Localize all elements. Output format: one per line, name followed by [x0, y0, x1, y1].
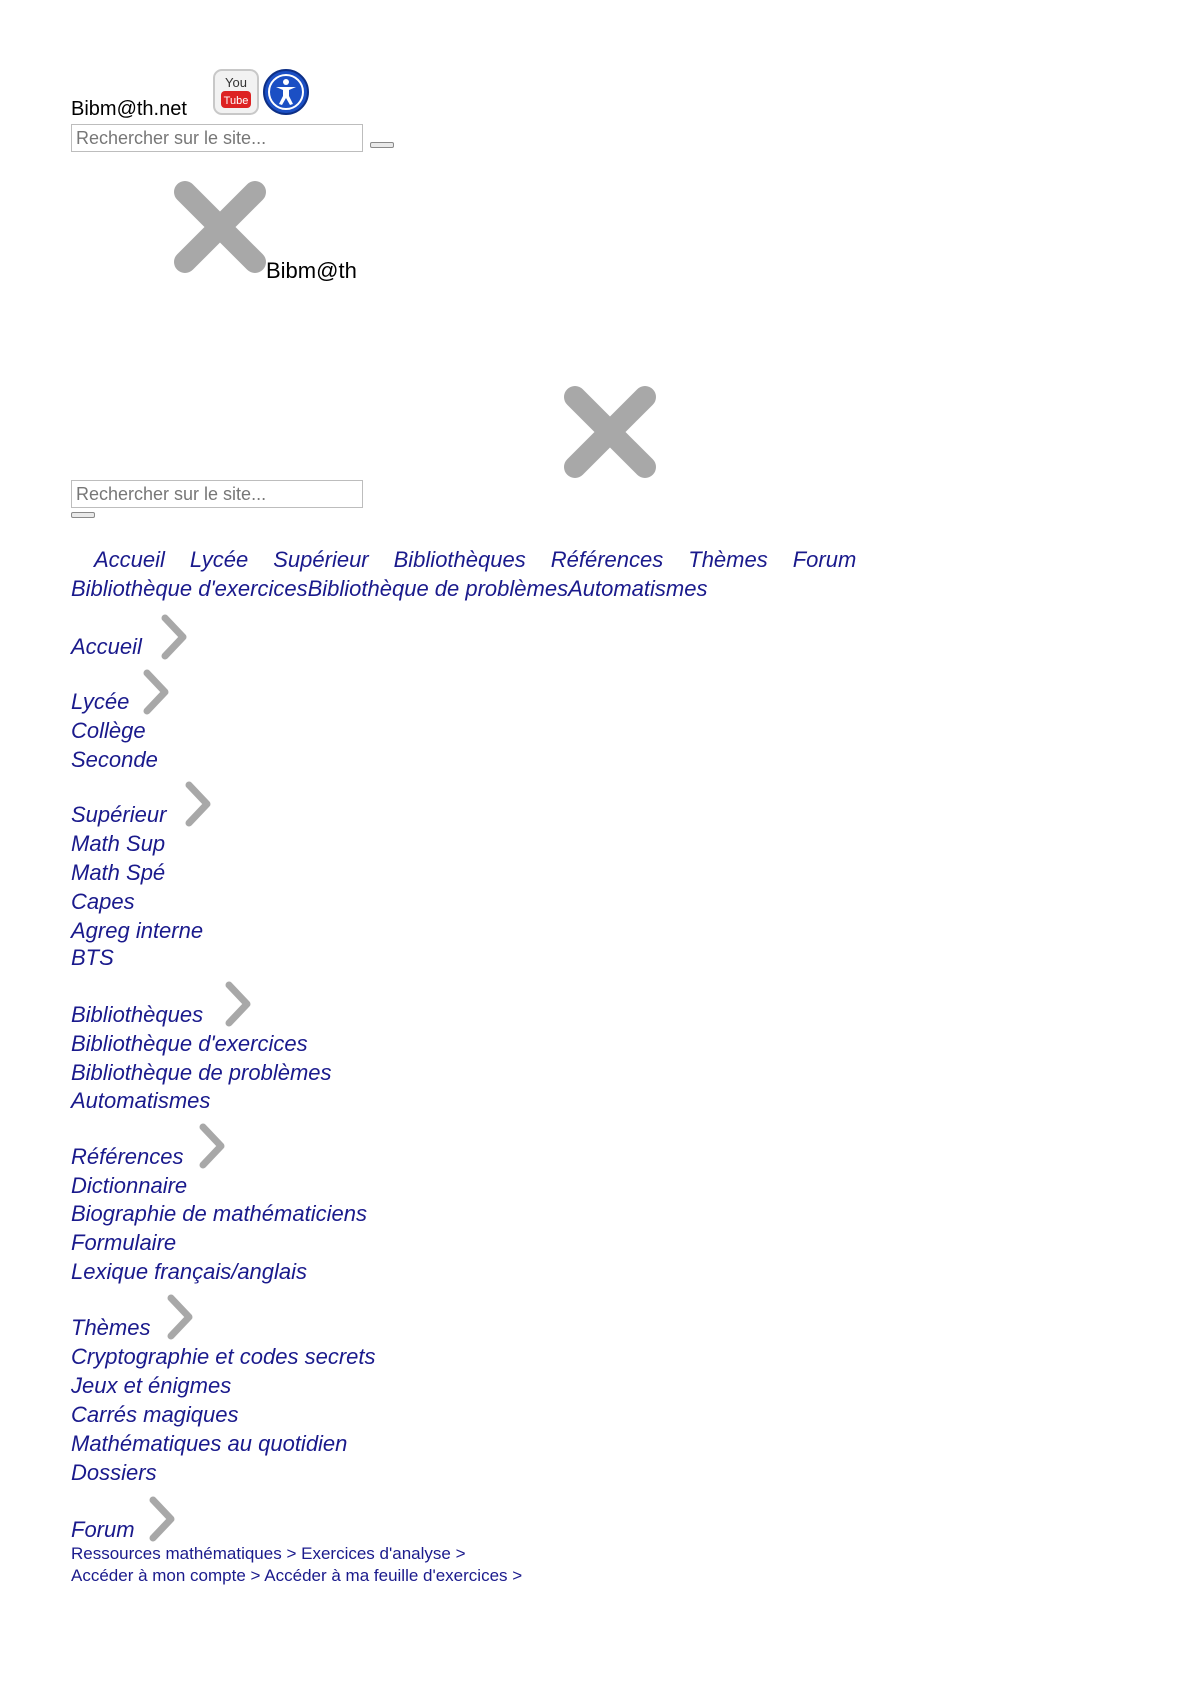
menu-themes-crypto[interactable]: Cryptographie et codes secrets [71, 1344, 376, 1369]
main-nav [94, 547, 856, 573]
search-input[interactable] [71, 124, 363, 152]
broken-image-icon [555, 377, 665, 487]
menu-superieur-agreg[interactable]: Agreg interne [71, 918, 204, 943]
menu-lycee-college[interactable]: Collège [71, 718, 146, 743]
svg-text:Tube: Tube [223, 95, 249, 107]
nav-themes[interactable]: Thèmes [688, 547, 768, 572]
menu-forum[interactable]: Forum [71, 1517, 135, 1542]
menu-themes-jeux[interactable]: Jeux et énigmes [71, 1373, 232, 1398]
nav-references[interactable]: Références [550, 547, 664, 572]
menu-references-dictionnaire[interactable]: Dictionnaire [71, 1173, 188, 1198]
chevron-right-icon[interactable] [181, 781, 215, 827]
menu-accueil[interactable]: Accueil [71, 634, 142, 659]
breadcrumb [71, 1544, 466, 1564]
breadcrumb-separator: > [455, 1544, 466, 1563]
subnav-automatismes[interactable]: Automatismes [568, 576, 708, 601]
chevron-right-icon[interactable] [139, 669, 173, 715]
menu-superieur-mathspe[interactable]: Math Spé [71, 860, 166, 885]
menu-references-biographie[interactable]: Biographie de mathématiciens [71, 1201, 367, 1226]
search-input-secondary[interactable] [71, 480, 363, 508]
menu-bibliotheques[interactable]: Bibliothèques [71, 1002, 204, 1027]
breadcrumb-separator: > [286, 1544, 297, 1563]
menu-lycee-seconde[interactable]: Seconde [71, 747, 158, 772]
subnav-problemes[interactable]: Bibliothèque de problèmes [307, 576, 569, 601]
chevron-right-icon[interactable] [195, 1123, 229, 1169]
nav-lycee[interactable]: Lycée [189, 547, 249, 572]
menu-themes[interactable]: Thèmes [71, 1315, 151, 1340]
menu-lycee[interactable]: Lycée [71, 689, 130, 714]
search-button[interactable] [370, 142, 394, 148]
chevron-right-icon[interactable] [163, 1294, 197, 1340]
chevron-right-icon[interactable] [145, 1496, 179, 1542]
subnav-exercices[interactable]: Bibliothèque d'exercices [71, 576, 308, 601]
menu-bibliotheques-automatismes[interactable]: Automatismes [71, 1088, 211, 1113]
menu-themes-carres[interactable]: Carrés magiques [71, 1402, 239, 1427]
menu-references-lexique[interactable]: Lexique français/anglais [71, 1259, 308, 1284]
breadcrumb-separator: > [512, 1566, 523, 1585]
menu-superieur-mathsup[interactable]: Math Sup [71, 831, 166, 856]
chevron-right-icon[interactable] [221, 981, 255, 1027]
nav-superieur[interactable]: Supérieur [273, 547, 369, 572]
nav-accueil[interactable]: Accueil [94, 547, 165, 572]
nav-bibliotheques[interactable]: Bibliothèques [393, 547, 526, 572]
menu-superieur[interactable]: Supérieur [71, 802, 167, 827]
accessibility-icon[interactable] [262, 68, 310, 116]
breadcrumb-feuille-exercices[interactable]: Accéder à ma feuille d'exercices [264, 1566, 508, 1585]
site-name: Bibm@th.net [71, 98, 187, 120]
menu-references[interactable]: Références [71, 1144, 184, 1169]
youtube-icon[interactable] [212, 68, 260, 116]
menu-themes-dossiers[interactable]: Dossiers [71, 1460, 157, 1485]
breadcrumb-ressources[interactable]: Ressources mathématiques [71, 1544, 282, 1563]
menu-bibliotheques-problemes[interactable]: Bibliothèque de problèmes [71, 1060, 332, 1085]
breadcrumb-separator: > [250, 1566, 261, 1585]
nav-forum[interactable]: Forum [792, 547, 857, 572]
menu-references-formulaire[interactable]: Formulaire [71, 1230, 177, 1255]
menu-themes-quotidien[interactable]: Mathématiques au quotidien [71, 1431, 348, 1456]
menu-superieur-bts[interactable]: BTS [71, 945, 114, 970]
account-breadcrumb [71, 1566, 522, 1586]
chevron-right-icon[interactable] [157, 614, 191, 660]
sub-nav [71, 576, 707, 602]
broken-image-icon [165, 172, 275, 282]
breadcrumb-mon-compte[interactable]: Accéder à mon compte [71, 1566, 246, 1585]
breadcrumb-exercices-analyse[interactable]: Exercices d'analyse [301, 1544, 451, 1563]
menu-superieur-capes[interactable]: Capes [71, 889, 135, 914]
search-button-secondary[interactable] [71, 512, 95, 518]
logo-text: Bibm@th [266, 258, 357, 283]
svg-text:You: You [225, 75, 247, 90]
menu-bibliotheques-exercices[interactable]: Bibliothèque d'exercices [71, 1031, 308, 1056]
